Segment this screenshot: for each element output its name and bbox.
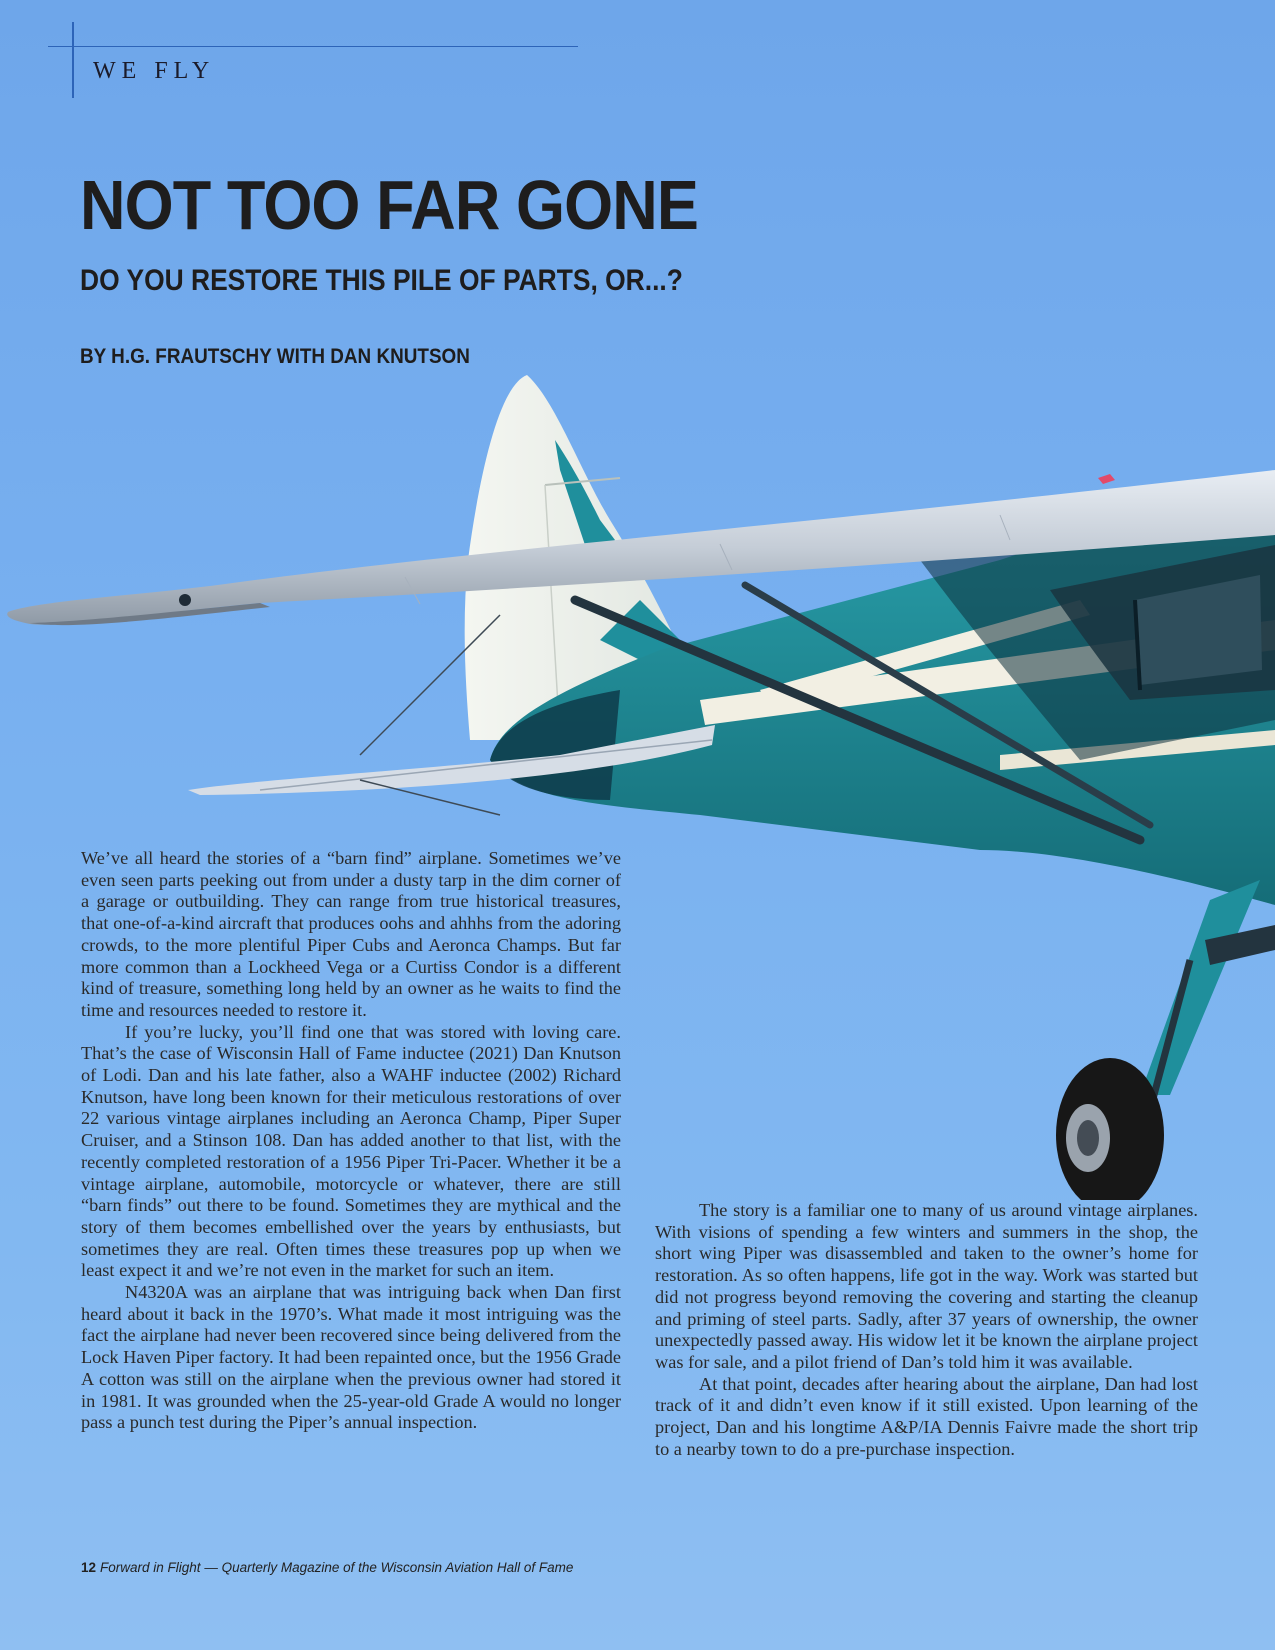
article-paragraph: We’ve all heard the stories of a “barn find” airplane. Sometimes we’ve even seen parts peeking out from under a dusty tarp in the dim corner of a garage or outbuilding. They can range from true historical treasures, that one-of-a-kind aircraft that produces oohs and ahhhs from the adoring crowds, to the more plentiful Piper Cubs and Aeronca Champs. But far more common than a Lockheed Vega or a Curtiss Condor is a different kind of treasure, something long held by an owner as he waits to find the time and resources needed to restore it. — [81, 848, 621, 1020]
article-paragraph: The story is a familiar one to many of us around vintage airplanes. With visions of spending a few winters and summers in the shop, the short wing Piper was disassembled and taken to the owner’s home for restoration. As so often happens, life got in the way. Work was started but did not progress beyond removing the covering and starting the cleanup and priming of steel parts. Sadly, after 37 years of ownership, the owner unexpectedly passed away. His widow let it be known the airplane project was for sale, and a pilot friend of Dan’s told him it was available. — [655, 1200, 1198, 1372]
article-column-2 — [655, 1200, 1198, 1460]
article-column-1 — [81, 848, 621, 1434]
header-rule — [48, 46, 578, 47]
article-title: NOT TOO FAR GONE — [80, 166, 698, 244]
article-paragraph: If you’re lucky, you’ll find one that was stored with loving care. That’s the case of Wisconsin Hall of Fame inductee (2021) Dan Knutson of Lodi. Dan and his late father, also a WAHF inductee (2002) Richard Knutson, have long been known for their meticulous restorations of over 22 various vintage airplanes including an Aeronca Champ, Piper Super Cruiser, and a Stinson 108. Dan has added another to that list, with the recently completed restoration of a 1956 Piper Tri-Pacer. Whether it be a vintage airplane, automobile, motorcycle or whatever, there are still “barn finds” out there to be found. Sometimes they are mythical and the story of them becomes embellished over the years by enthusiasts, but sometimes they are real. Often times these treasures pop up when we least expect it and we’re not even in the market for such an item. — [81, 1021, 621, 1281]
article-subtitle: DO YOU RESTORE THIS PILE OF PARTS, OR...? — [80, 264, 683, 297]
page-footer — [81, 1560, 573, 1575]
article-paragraph: N4320A was an airplane that was intriguing back when Dan first heard about it back in the 1970’s. What made it most intriguing was the fact the airplane had never been recovered since being delivered from the Lock Haven Piper factory. It had been repainted once, but the 1956 Grade A cotton was still on the airplane when the previous owner had stored it in 1981. It was grounded when the 25-year-old Grade A would no longer pass a punch test during the Piper’s annual inspection. — [81, 1282, 621, 1433]
page-number: 12 — [81, 1560, 97, 1575]
header-vertical-rule — [72, 22, 74, 98]
article-byline: BY H.G. FRAUTSCHY WITH DAN KNUTSON — [80, 345, 470, 368]
article-paragraph: At that point, decades after hearing about the airplane, Dan had lost track of it and didn’t even know if it still existed. Upon learning of the project, Dan and his longtime A&P/IA Dennis Faivre made the short trip to a nearby town to do a pre-purchase inspection. — [655, 1373, 1198, 1459]
section-label: WE FLY — [93, 58, 216, 84]
publication-name: Forward in Flight — Quarterly Magazine of the Wisconsin Aviation Hall of Fame — [100, 1560, 574, 1575]
